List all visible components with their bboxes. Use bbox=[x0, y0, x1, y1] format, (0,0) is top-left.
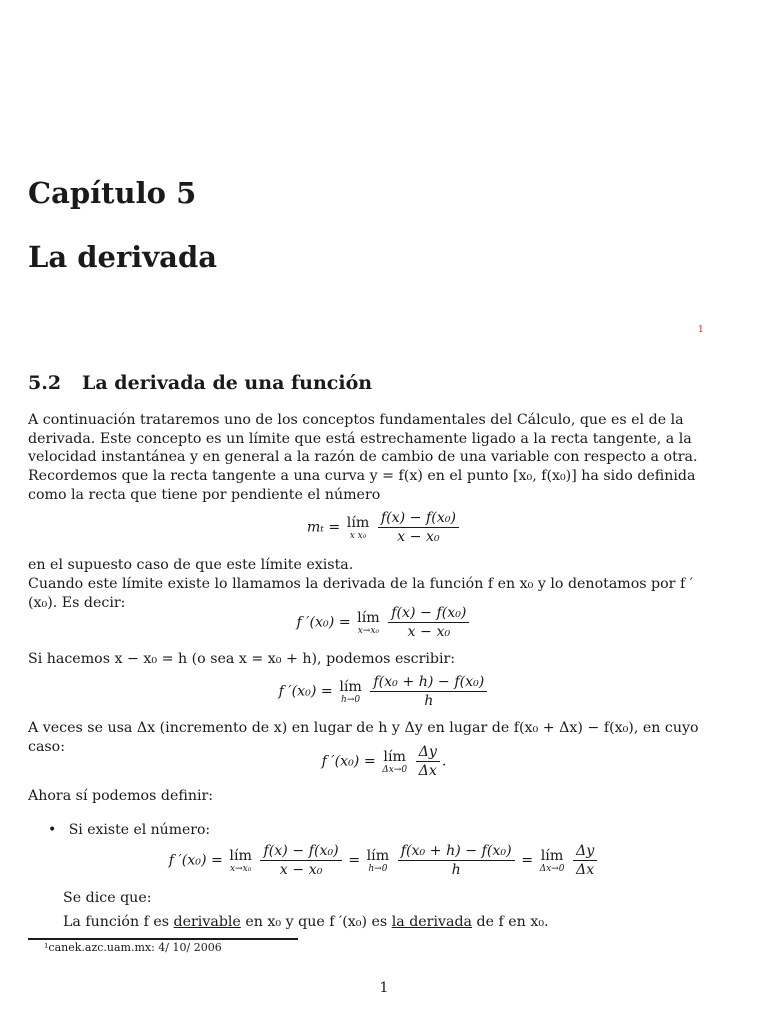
eq4-period: . bbox=[441, 753, 447, 770]
bullet-item bbox=[48, 822, 210, 838]
paragraph-tangent: Recordemos que la recta tangente a una curva y = f(x) en el punto [x₀, f(x₀)] ha sido definida como la recta que tiene por pendiente el número bbox=[28, 468, 696, 503]
equation-combined bbox=[0, 843, 768, 878]
footnote-rule bbox=[28, 938, 298, 940]
footnote-text: ¹canek.azc.uam.mx: 4/ 10/ 2006 bbox=[44, 941, 222, 954]
line-exists: en el supuesto caso de que este límite exista. bbox=[28, 557, 354, 573]
eq1-limit: lím x x₀ bbox=[346, 514, 370, 541]
eq1-lhs: mₜ = bbox=[306, 519, 341, 536]
eq5-lhs: f ′(x₀) = bbox=[168, 852, 223, 869]
equation-delta-form bbox=[0, 744, 768, 779]
eq2-limit: lím x→x₀ bbox=[357, 609, 380, 636]
eq5-equals-1: = bbox=[348, 852, 361, 869]
chapter-title: La derivada bbox=[28, 240, 218, 274]
eq3-lhs: f ′(x₀) = bbox=[278, 683, 333, 700]
equation-slope bbox=[0, 510, 768, 545]
section-title: La derivada de una función bbox=[82, 372, 373, 394]
line-now-define: Ahora sí podemos definir: bbox=[28, 788, 214, 804]
eq2-fraction: $\frac{\text{f(x) − f(x₀)}}{\text{x − x₀}}$ bbox=[388, 605, 469, 640]
line-definition-final: La función f es derivable en x₀ y que f ′(x₀) es la derivada de f en x₀. bbox=[63, 914, 549, 930]
line-increment: A veces se usa Δx (incremento de x) en lugar de h y Δy en lugar de f(x₀ + Δx) − f(x₀), en cuyo caso: bbox=[28, 720, 699, 755]
section-number: 5.2 bbox=[28, 372, 62, 394]
paragraph-intro: A continuación trataremos uno de los conceptos fundamentales del Cálculo, que es el de la derivada. Este concepto es un límite que está estrechamente ligado a la recta tangente, a la velocidad instantánea y en general a la razón de cambio de una variable con respecto a otra. bbox=[28, 412, 698, 465]
chapter-label: Capítulo 5 bbox=[28, 176, 197, 210]
equation-derivative bbox=[0, 605, 768, 640]
term-derivable: derivable bbox=[173, 914, 241, 930]
footnote-marker: 1 bbox=[698, 325, 704, 335]
eq1-fraction: $\frac{\text{f(x) − f(x₀)}}{\text{x − x₀}}$ bbox=[378, 510, 459, 545]
eq4-fraction: $\frac{\Delta y}{\Delta x}$ bbox=[416, 744, 440, 779]
line-substitution: Si hacemos x − x₀ = h (o sea x = x₀ + h), podemos escribir: bbox=[28, 651, 456, 667]
equation-h-form bbox=[0, 674, 768, 709]
eq5-limit-1: lím x→x₀ bbox=[229, 847, 252, 874]
line-se-dice: Se dice que: bbox=[63, 890, 152, 906]
bullet-text: Si existe el número: bbox=[68, 822, 211, 838]
eq3-fraction: $\frac{\text{f(x₀ + h) − f(x₀)}}{h}$ bbox=[370, 674, 487, 709]
section-heading bbox=[28, 372, 372, 394]
eq3-limit: lím h→0 bbox=[339, 678, 362, 705]
eq4-limit: lím Δx→0 bbox=[382, 748, 408, 775]
term-la-derivada: la derivada bbox=[391, 914, 473, 930]
eq5-equals-2: = bbox=[521, 852, 534, 869]
eq4-lhs: f ′(x₀) = bbox=[321, 753, 376, 770]
eq5-fraction-1: $\frac{\text{f(x) − f(x₀)}}{\text{x − x₀}}$ bbox=[260, 843, 341, 878]
paragraph-definition: Cuando este límite existe lo llamamos la derivada de la función f en x₀ y lo denotamos por f ′(x₀). Es decir: bbox=[28, 576, 693, 611]
eq2-lhs: f ′(x₀) = bbox=[296, 614, 351, 631]
eq5-limit-3: lím Δx→0 bbox=[539, 847, 565, 874]
eq5-fraction-2: $\frac{\text{f(x₀ + h) − f(x₀)}}{h}$ bbox=[398, 843, 515, 878]
eq5-fraction-3: $\frac{\Delta y}{\Delta x}$ bbox=[573, 843, 597, 878]
page-number: 1 bbox=[379, 980, 389, 996]
eq5-limit-2: lím h→0 bbox=[366, 847, 390, 874]
bullet-glyph: • bbox=[48, 822, 57, 838]
